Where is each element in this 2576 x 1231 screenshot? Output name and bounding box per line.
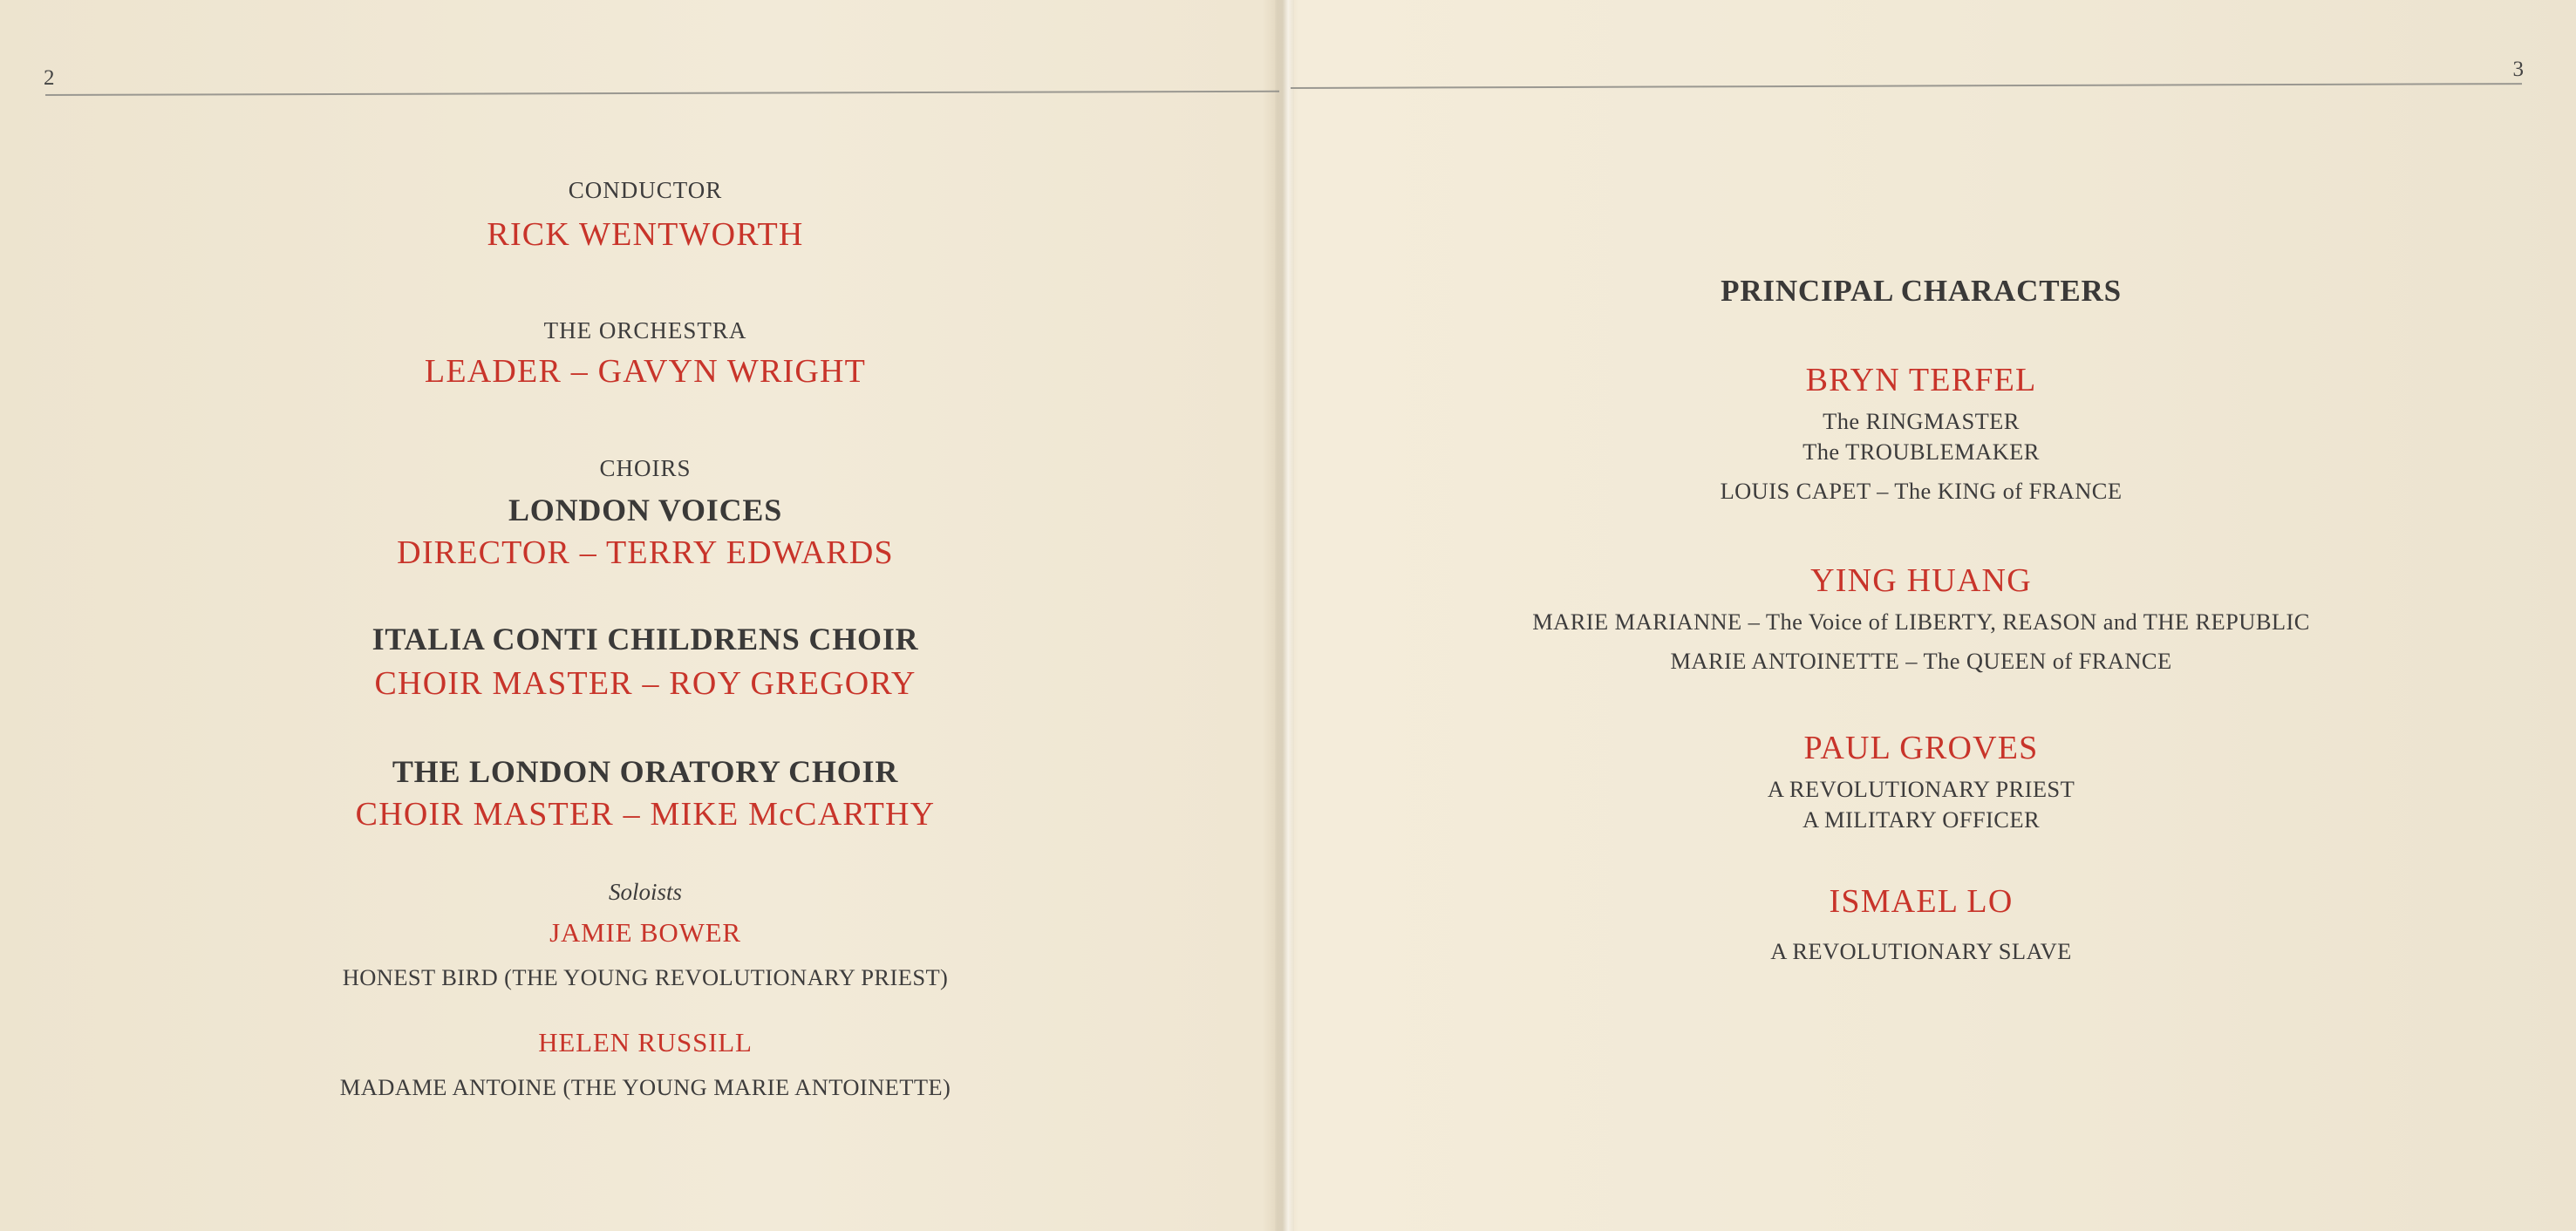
character-role: LOUIS CAPET – The KING of FRANCE <box>1720 478 2123 504</box>
character-actor-name: ISMAEL LO <box>1829 883 2014 920</box>
page-number: 3 <box>2512 58 2524 81</box>
character-role: A MILITARY OFFICER <box>1802 806 2041 833</box>
character-actor-name: BRYN TERFEL <box>1805 362 2037 398</box>
character-role: The TROUBLEMAKER <box>1803 439 2040 465</box>
conductor-label: CONDUCTOR <box>568 177 723 203</box>
character-role: MARIE MARIANNE – The Voice of LIBERTY, REASON and THE REPUBLIC <box>1532 609 2310 635</box>
header-rule <box>1291 83 2522 89</box>
soloist-role: HONEST BIRD (THE YOUNG REVOLUTIONARY PRIEST) <box>342 964 949 990</box>
choirs-label: CHOIRS <box>599 455 692 481</box>
choir-master: CHOIR MASTER – ROY GREGORY <box>374 665 917 702</box>
header-rule <box>45 91 1279 96</box>
character-role: The RINGMASTER <box>1823 408 2020 434</box>
soloist-name: HELEN RUSSILL <box>538 1027 753 1058</box>
orchestra-label: THE ORCHESTRA <box>543 317 747 343</box>
soloist-name: JAMIE BOWER <box>549 917 741 948</box>
character-role: MARIE ANTOINETTE – The QUEEN of FRANCE <box>1670 648 2172 674</box>
right-page <box>1291 0 2576 1231</box>
section-heading: PRINCIPAL CHARACTERS <box>1721 274 2122 308</box>
left-page <box>0 0 1278 1231</box>
choir-master: CHOIR MASTER – MIKE McCARTHY <box>355 796 936 833</box>
orchestra-leader: LEADER – GAVYN WRIGHT <box>424 353 867 390</box>
character-actor-name: PAUL GROVES <box>1803 730 2039 766</box>
soloists-label: Soloists <box>608 879 683 905</box>
conductor-name: RICK WENTWORTH <box>487 216 804 253</box>
choir-name: LONDON VOICES <box>508 493 783 527</box>
choir-director: DIRECTOR – TERRY EDWARDS <box>397 534 894 571</box>
soloist-role: MADAME ANTOINE (THE YOUNG MARIE ANTOINETTE) <box>339 1074 951 1100</box>
choir-name: ITALIA CONTI CHILDRENS CHOIR <box>371 622 919 656</box>
character-actor-name: YING HUANG <box>1810 562 2032 599</box>
choir-name: THE LONDON ORATORY CHOIR <box>392 754 899 789</box>
character-role: A REVOLUTIONARY SLAVE <box>1770 938 2072 964</box>
character-role: A REVOLUTIONARY PRIEST <box>1767 776 2075 802</box>
page-number: 2 <box>44 66 55 90</box>
